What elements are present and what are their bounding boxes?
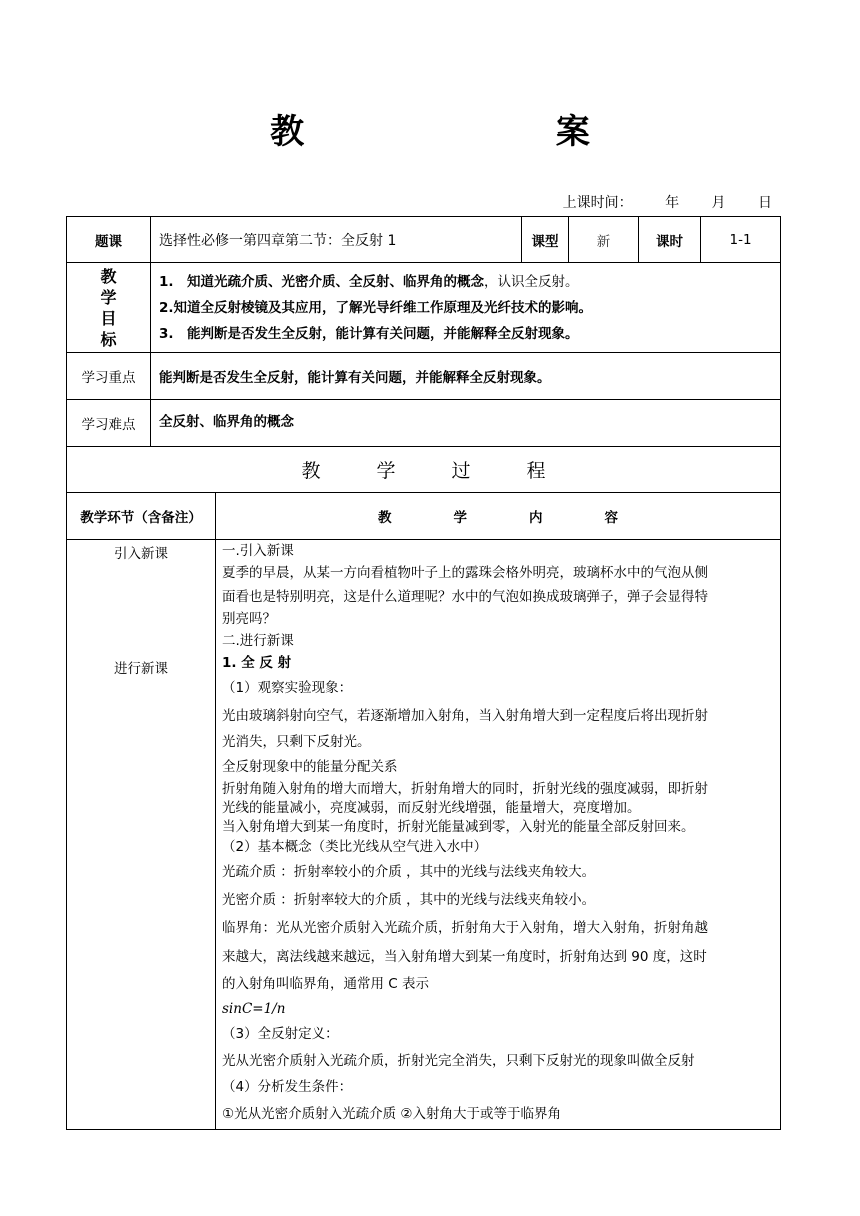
content-line: 当入射角增大到某一角度时，折射光能量减到零，入射光的能量全部反射回来。 bbox=[222, 819, 695, 835]
content-line: 来越大，离法线越来越远，当入射角增大到某一角度时，折射角达到 90 度，这时 bbox=[222, 949, 707, 965]
intro-heading: 一.引入新课 bbox=[222, 543, 294, 559]
content-line: 夏季的早晨，从某一方向看植物叶子上的露珠会格外明亮，玻璃杯水中的气泡从侧 bbox=[222, 565, 708, 581]
column-right-header: 教学内容 bbox=[216, 493, 781, 540]
period-value: 1-1 bbox=[701, 217, 781, 263]
content-line: 光从光密介质射入光疏介质，折射光完全消失，只剩下反射光的现象叫做全反射 bbox=[222, 1053, 695, 1069]
topic-label: 题课 bbox=[67, 217, 151, 263]
goal-item: 2.知道全反射棱镜及其应用，了解光导纤维工作原理及光纤技术的影响。 bbox=[159, 299, 593, 316]
goal-item: 3. 能判断是否发生全反射，能计算有关问题，并能解释全反射现象。 bbox=[159, 325, 579, 342]
critical-angle-formula: sinC=1/n bbox=[222, 1001, 286, 1017]
goals-list bbox=[151, 263, 781, 353]
content-line: 光线的能量减小，亮度减弱，而反射光线增强，能量增大，亮度增加。 bbox=[222, 800, 641, 816]
page-title: 教 案 bbox=[270, 112, 710, 152]
section-heading: 1. 全 反 射 bbox=[222, 655, 292, 671]
subsection-heading: （1）观察实验现象： bbox=[222, 680, 353, 696]
class-time-day: 日 bbox=[758, 195, 772, 211]
class-time bbox=[563, 192, 772, 212]
header-row bbox=[67, 217, 781, 263]
key-point-row bbox=[67, 353, 781, 400]
content-line: 面看也是特别明亮，这是什么道理呢？水中的气泡如换成玻璃弹子，弹子会显得特 bbox=[222, 589, 708, 605]
key-point-value: 能判断是否发生全反射，能计算有关问题，并能解释全反射现象。 bbox=[151, 353, 781, 400]
stage-new: 进行新课 bbox=[114, 661, 168, 677]
content-line: 别亮吗？ bbox=[222, 611, 276, 627]
content-line: 的入射角叫临界角，通常用 C 表示 bbox=[222, 976, 430, 992]
content-row bbox=[67, 540, 781, 1130]
process-heading: 教学过程 bbox=[67, 447, 781, 493]
content-line: 光消失，只剩下反射光。 bbox=[222, 734, 371, 750]
goals-label-char: 目 bbox=[100, 308, 117, 328]
goals-row bbox=[67, 263, 781, 353]
subsection-heading: （2）基本概念（类比光线从空气进入水中） bbox=[222, 839, 488, 855]
class-time-month: 月 bbox=[711, 195, 726, 211]
subsection-heading: （4）分析发生条件： bbox=[222, 1079, 353, 1095]
content-line: 光由玻璃斜射向空气，若逐渐增加入射角，当入射角增大到一定程度后将出现折射 bbox=[222, 708, 708, 724]
difficulty-value: 全反射、临界角的概念 bbox=[151, 400, 781, 447]
difficulty-label: 学习难点 bbox=[67, 400, 151, 447]
goals-label-char: 标 bbox=[100, 329, 117, 349]
stage-intro: 引入新课 bbox=[114, 546, 168, 562]
topic-value: 选择性必修一第四章第二节：全反射 1 bbox=[151, 217, 522, 263]
class-time-year: 年 bbox=[665, 195, 680, 211]
class-time-label: 上课时间： bbox=[562, 195, 633, 211]
lesson-content bbox=[216, 540, 781, 1130]
type-label: 课型 bbox=[522, 217, 569, 263]
process-heading-row bbox=[67, 447, 781, 493]
content-line: ①光从光密介质射入光疏介质 ②入射角大于或等于临界角 bbox=[222, 1106, 561, 1122]
column-left-header: 教学环节（含备注） bbox=[67, 493, 216, 540]
content-line: 折射角随入射角的增大而增大，折射角增大的同时，折射光线的强度减弱，即折射 bbox=[222, 781, 708, 797]
goals-label bbox=[67, 263, 151, 353]
goals-label-char: 学 bbox=[100, 287, 117, 307]
key-point-label: 学习重点 bbox=[67, 353, 151, 400]
energy-title: 全反射现象中的能量分配关系 bbox=[222, 759, 398, 775]
subsection-heading: （3）全反射定义： bbox=[222, 1026, 339, 1042]
new-heading: 二.进行新课 bbox=[222, 633, 294, 649]
content-line: 临界角：光从光密介质射入光疏介质，折射角大于入射角，增大入射角，折射角越 bbox=[222, 920, 708, 936]
difficulty-row bbox=[67, 400, 781, 447]
type-value: 新 bbox=[569, 217, 639, 263]
content-line: 光密介质 ：折射率较大的介质 ，其中的光线与法线夹角较小。 bbox=[222, 892, 596, 908]
goals-label-char: 教 bbox=[100, 266, 117, 286]
period-label: 课时 bbox=[639, 217, 701, 263]
stage-column bbox=[67, 540, 216, 1130]
lesson-plan-table bbox=[66, 216, 781, 1130]
content-line: 光疏介质 ：折射率较小的介质 ，其中的光线与法线夹角较大。 bbox=[222, 864, 596, 880]
column-header-row bbox=[67, 493, 781, 540]
goal-item: 1. 知道光疏介质、光密介质、全反射、临界角的概念，认识全反射。 bbox=[159, 273, 579, 290]
